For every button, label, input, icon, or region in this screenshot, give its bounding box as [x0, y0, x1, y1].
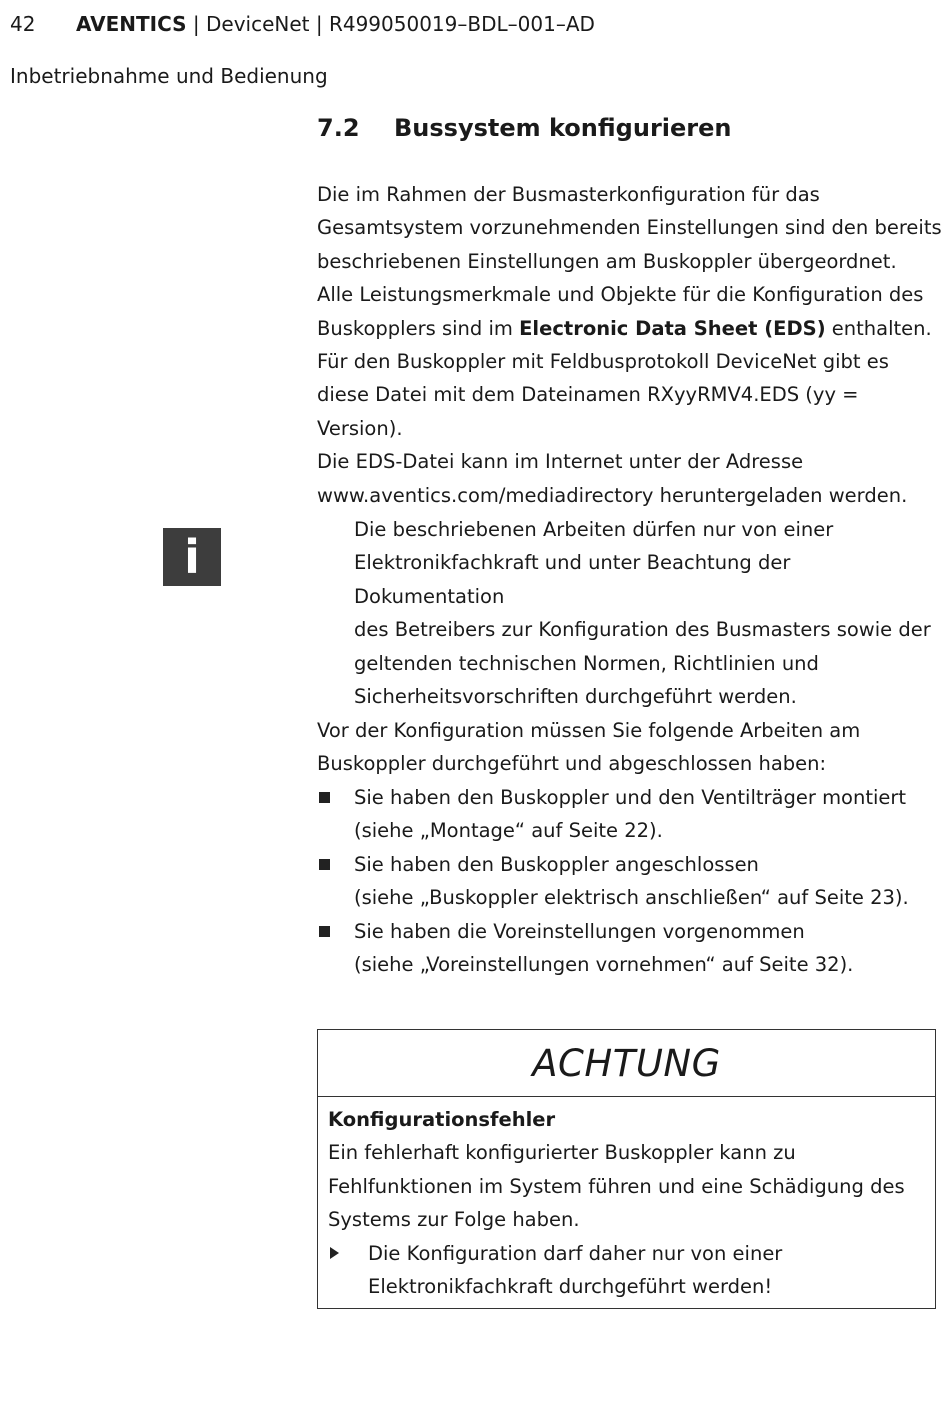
list-item-reference: (siehe „Voreinstellungen vornehmen“ auf Seite 32).: [354, 953, 854, 977]
text-fragment: Buskopplers sind im: [317, 316, 520, 340]
text-line: beschriebenen Einstellungen am Buskoppler übergeordnet.: [317, 249, 897, 273]
running-header: [10, 12, 595, 36]
text-line: diese Datei mit dem Dateinamen RXyyRMV4.EDS (yy = Version).: [317, 383, 859, 440]
section-number: 7.2: [317, 114, 360, 142]
intro-paragraph: [317, 178, 942, 512]
text-line: [317, 312, 942, 345]
text-line: Die beschriebenen Arbeiten dürfen nur von einer: [354, 518, 834, 541]
list-item-text: Sie haben den Buskoppler und den Ventilträger montiert: [354, 786, 907, 809]
text-line: Die im Rahmen der Busmasterkonfiguration für das: [317, 183, 820, 206]
chapter-title: Inbetriebnahme und Bedienung: [10, 64, 328, 88]
list-item-reference: (siehe „Buskoppler elektrisch anschließen“ auf Seite 23).: [354, 886, 909, 910]
bullet-square-icon: [319, 926, 330, 937]
prerequisite-paragraph: [317, 714, 942, 781]
info-note: [354, 513, 942, 713]
list-item-reference: (siehe „Montage“ auf Seite 22).: [354, 819, 663, 843]
bullet-square-icon: [319, 792, 330, 803]
section-heading: [317, 114, 731, 142]
bullet-square-icon: [319, 859, 330, 870]
prerequisite-list: [317, 781, 942, 981]
action-arrow-icon: [330, 1247, 339, 1259]
text-fragment: enthalten.: [825, 316, 932, 340]
notice-body: [318, 1097, 935, 1303]
text-line: Buskoppler durchgeführt und abgeschlossen haben:: [317, 752, 827, 776]
list-item-text: Sie haben die Voreinstellungen vorgenommen: [354, 919, 805, 943]
text-line: Ein fehlerhaft konfigurierter Buskoppler kann zu: [328, 1141, 796, 1165]
text-line: Für den Buskoppler mit Feldbusprotokoll DeviceNet gibt es: [317, 350, 889, 374]
list-item: [317, 915, 942, 982]
notice-action-step: [328, 1237, 925, 1304]
step-text: Elektronikfachkraft durchgeführt werden!: [368, 1275, 773, 1299]
list-item: [317, 848, 942, 915]
info-icon: i: [163, 528, 221, 586]
text-line: Elektronikfachkraft und unter Beachtung der Dokumentation: [354, 551, 791, 608]
eds-term: Electronic Data Sheet (EDS): [519, 316, 826, 340]
notice-signal-word: ACHTUNG: [318, 1030, 935, 1097]
text-line: geltenden technischen Normen, Richtlinien und: [354, 651, 819, 675]
page-number: 42: [10, 12, 36, 36]
text-line: www.aventics.com/mediadirectory heruntergeladen werden.: [317, 483, 908, 507]
text-line: Fehlfunktionen im System führen und eine Schädigung des: [328, 1174, 905, 1198]
document-id: | DeviceNet | R499050019–BDL–001–AD: [186, 12, 595, 36]
list-item: [317, 781, 942, 848]
notice-box: [317, 1029, 936, 1309]
brand-name: AVENTICS: [76, 12, 187, 36]
list-item-text: Sie haben den Buskoppler angeschlossen: [354, 852, 759, 876]
text-line: Alle Leistungsmerkmale und Objekte für die Konfiguration des: [317, 283, 924, 307]
text-line: Gesamtsystem vorzunehmenden Einstellungen sind den bereits: [317, 216, 942, 240]
step-text: Die Konfiguration darf daher nur von einer: [368, 1241, 783, 1265]
text-line: des Betreibers zur Konfiguration des Busmasters sowie der: [354, 618, 931, 642]
text-line: Vor der Konfiguration müssen Sie folgende Arbeiten am: [317, 719, 861, 742]
text-line: Die EDS-Datei kann im Internet unter der Adresse: [317, 450, 804, 474]
notice-title: Konfigurationsfehler: [328, 1108, 556, 1131]
text-line: Sicherheitsvorschriften durchgeführt werden.: [354, 685, 797, 709]
section-title: Bussystem konfigurieren: [394, 114, 732, 142]
text-line: Systems zur Folge haben.: [328, 1208, 580, 1232]
